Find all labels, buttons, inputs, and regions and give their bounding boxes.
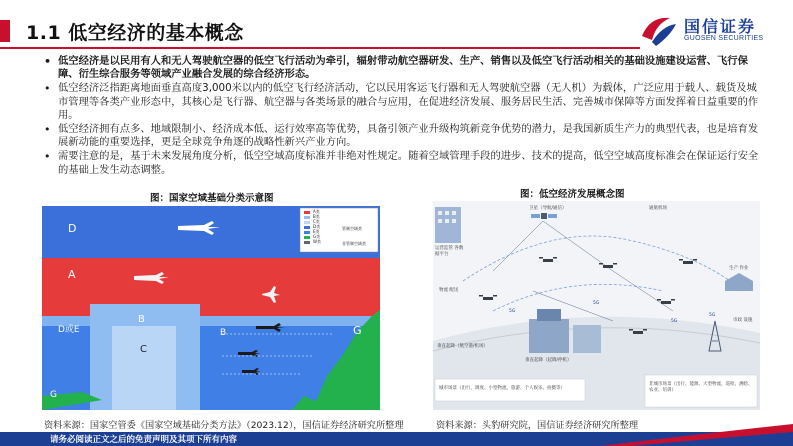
label-satellite: 卫星（导航/通信） [529,206,567,211]
legend-item-a: A类 [313,209,320,214]
label-5g-2: 5G [593,301,600,306]
bullet-definition: • 低空经济是以民用有人和无人驾驶航空器的低空飞行活动为牵引，辐射带动航空器研发、生产、销售以及低空飞行活动相关的基础设施建设运营、飞行保障、衍生综合服务等领域产业融合发展的综合经济形态。 [44,55,759,81]
legend-item-d: D类 [313,224,321,229]
title-accent-bar [0,20,10,42]
figure2-title: 图：低空经济发展概念图 [520,189,625,200]
page-title: 1.1 低空经济的基本概念 [26,22,244,44]
airspace-label-d-top: D [68,222,77,235]
bullet-advantages: • 低空经济拥有点多、地域限制小、经济成本低、运行效率高等优势，具备引领产业升级构筑新竞争优势的潜力，是我国新质生产力的典型代表，也是培育发展新动能的重要选择，更是全球竞争角逐的战略性新兴产业方向。 [44,123,759,149]
footer-swoosh-graphic [600,424,793,446]
airspace-label-b-right: B [220,328,227,338]
guosen-logo-icon [640,14,678,48]
legend-item-w: W类 [313,239,321,244]
label-5g-1: 5G [509,309,516,314]
label-logistics: 物流 配送 [439,288,459,293]
label-vertiport: 垂直起降（航空港/机场） [437,344,489,349]
figure1-source: 资料来源：国家空管委《国家空域基础分类方法》（2023.12），国信证券经济研究所整理 [44,420,404,431]
bullet-note: • 需要注意的是，基于未来发展角度分析，低空空域高度标准并非绝对性规定。随着空域管理手段的进步、技术的提高，低空空域高度标准会在保证运行安全的基础上发生动态调整。 [44,150,759,176]
label-urban-scenarios: 城市场景（出行、调度、小型物流、旅游、个人娱乐、拍摄等） [439,386,565,391]
legend-item-b: B类 [313,214,320,219]
airspace-label-a: A [68,268,76,281]
label-5g-3: 5G [671,319,678,324]
label-general-airport: 通航机场 [649,206,667,211]
label-data-platform: 运营监管 各数据平台 [435,246,464,257]
label-5g-4: 5G [709,313,716,318]
label-vertical-takeoff: 垂直起降（起降/停机） [525,358,572,363]
airspace-label-b-left: B [138,314,145,325]
logo-english-name: GUOSEN SECURITIES [684,35,764,42]
label-production: 生产 作业 [729,266,749,271]
legend-controlled: 管制空域类 [342,226,362,231]
disclaimer-text: 请务必阅读正文之后的免责声明及其项下所有内容 [50,435,238,445]
title-divider [0,47,640,49]
legend-uncontrolled: 非管制空域类 [342,241,366,246]
legend-item-c: C类 [313,219,320,224]
airspace-legend [313,209,321,244]
company-logo [640,12,790,48]
airspace-label-d-or-e: D或E [58,325,80,335]
figure1-title: 图：国家空域基础分类示意图 [150,193,274,204]
airspace-label-c: C [140,344,147,355]
airspace-classification-figure [42,206,380,410]
label-nonurban-scenarios: 非城市场景（出行、能源、大型物流、巡检、测绘、农业、培训） [649,382,753,393]
logo-chinese-name: 国信证券 [684,17,757,36]
page-header [0,0,793,48]
legend-item-g: G类 [313,234,321,239]
low-altitude-concept-figure [433,201,760,410]
bullet-scope: • 低空经济泛指距离地面垂直高度3,000米以内的低空飞行经济活动，它以民用客运飞行器和无人驾驶航空器（无人机）为载体，广泛应用于载人、载货及城市管理等各类产业形态中，其核心是飞行器、航空器与各类场景的融合与应用，在促进经济发展、服务居民生活、完善城市保障等方面发挥着日益重要的作用。 [44,82,759,122]
legend-item-e: E类 [313,229,320,234]
figure2-source: 资料来源：头豹研究院，国信证券经济研究所整理 [436,420,639,431]
label-municipal: 市政 设施 [733,318,753,323]
concept-bullet-list [44,55,759,178]
airspace-label-g-left: G [50,390,57,400]
airspace-label-g-right: G [353,324,362,337]
